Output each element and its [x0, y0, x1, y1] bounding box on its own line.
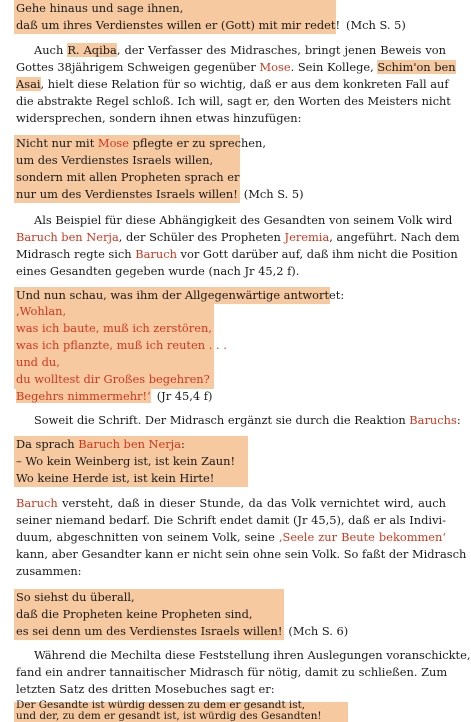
- name-baruch: Baruch: [135, 247, 177, 261]
- name-baruchs: Baruchs: [409, 413, 457, 427]
- name-r-aqiba: R. Aqiba: [67, 43, 117, 57]
- seele-zur-beute: ‚Seele zur Beute bekommen‘: [278, 530, 447, 544]
- quote5-line1: So siehst du überall,: [16, 590, 135, 604]
- para1-line1: Auch R. Aqiba, der Verfasser des Midrasches, bringt jenen Beweis von: [34, 43, 446, 57]
- name-schimon-ben-asai: Schim'on ben: [377, 60, 456, 74]
- name-mose: Mose: [259, 60, 291, 74]
- para5-line3: letzten Satz des dritten Mosebuches sagt er:: [16, 682, 275, 696]
- quote1-reference: (Mch S. 5): [346, 18, 406, 32]
- name-asai: Asai: [16, 77, 41, 91]
- name-baruch-2: Baruch: [16, 496, 58, 510]
- quote4-line2: – Wo kein Weinberg ist, ist kein Zaun!: [16, 454, 236, 468]
- name-mose-2: Mose: [97, 136, 130, 150]
- quote2-line4: nur um des Verdienstes Israels willen! (Mch S. 5): [16, 187, 304, 201]
- quote3-line7: Begehrs nimmermehr!‘ (Jr 45,4 f): [16, 389, 213, 403]
- quote3-line6: du wolltest dir Großes begehren?: [16, 372, 210, 386]
- para3-line1: Soweit die Schrift. Der Midrasch ergänzt sie durch die Reaktion Baruchs:: [34, 413, 461, 427]
- para1-line5: widersprechen, sondern ihnen etwas hinzufügen:: [16, 111, 302, 125]
- para5-line1: Während die Mechilta diese Feststellung ihren Auslegungen voranschickte,: [34, 648, 471, 662]
- quote5-line2: daß die Propheten keine Propheten sind,: [16, 607, 253, 621]
- para2-line2: Baruch ben Nerja, der Schüler des Propheten Jeremia, angeführt. Nach dem: [16, 230, 460, 244]
- para4-line1: Baruch versteht, daß in dieser Stunde, da das Volk vernichtet wird, auch: [16, 496, 446, 510]
- para2-line4: eines Gesandten gegeben wurde (nach Jr 45,2 f).: [16, 264, 300, 278]
- quote2-line3: sondern mit allen Propheten sprach er: [16, 170, 240, 184]
- para2-line3: Midrasch regte sich Baruch vor Gott darüber auf, daß ihm nicht die Position: [16, 247, 458, 261]
- para5-line2: fand ein andrer tannaitischer Midrasch für nötig, damit zu schließen. Zum: [16, 665, 448, 679]
- quote3-reference: (Jr 45,4 f): [156, 389, 213, 403]
- quote3-line3: was ich baute, muß ich zerstören,: [16, 321, 212, 335]
- para1-line2: Gottes 38jährigem Schweigen gegenüber Mose. Sein Kollege, Schim'on ben: [16, 60, 456, 74]
- quote2-line2: um des Verdienstes Israels willen,: [16, 153, 214, 167]
- quote1-line2: daß um ihres Verdienstes willen er (Gott) mit mir redet! (Mch S. 5): [16, 18, 406, 32]
- quote5-reference: (Mch S. 6): [288, 624, 349, 638]
- quote4-line3: Wo keine Herde ist, ist kein Hirte!: [16, 471, 215, 485]
- name-jeremia: Jeremia: [284, 230, 330, 244]
- quote2-line1: Nicht nur mit Mose pflegte er zu sprechen,: [16, 136, 266, 150]
- quote4-line1: Da sprach Baruch ben Nerja:: [16, 437, 185, 451]
- para4-line3: duum, abgeschnitten von seinem Volk, seine ‚Seele zur Beute bekommen‘: [16, 530, 447, 544]
- quote2-reference: (Mch S. 5): [243, 187, 304, 201]
- para4-line2: seiner niemand bedarf. Die Schrift endet damit (Jr 45,5), daß er als Indivi-: [16, 513, 446, 527]
- quote6-line1: Der Gesandte ist würdig dessen zu dem er gesandt ist,: [16, 699, 306, 711]
- quote3-line4: was ich pflanzte, muß ich reuten . . .: [16, 338, 227, 352]
- para1-line4: die abstrakte Regel schloß. Ich will, sagt er, den Worten des Meisters nicht: [16, 94, 451, 108]
- quote3-line5: und du,: [16, 355, 60, 369]
- quote5-line3: es sei denn um des Verdienstes Israels willen! (Mch S. 6): [16, 624, 349, 638]
- para4-line4: kann, aber Gesandter kann er nicht sein ohne sein Volk. So faßt der Midrasch: [16, 547, 467, 561]
- name-baruch-ben-nerja-2: Baruch ben Nerja: [78, 437, 182, 451]
- para2-line1: Als Beispiel für diese Abhängigkeit des Gesandten von seinem Volk wird: [34, 213, 453, 227]
- quote6-line2: und der, zu dem er gesandt ist, ist würdig des Gesandten!: [16, 710, 322, 722]
- para4-line5: zusammen:: [16, 564, 82, 578]
- name-baruch-ben-nerja: Baruch ben Nerja: [16, 230, 119, 244]
- quote1-line1: Gehe hinaus und sage ihnen,: [16, 1, 184, 15]
- quote3-line2: ‚Wohlan,: [16, 304, 67, 318]
- quote3-line1: Und nun schau, was ihm der Allgegenwärtige antwortet:: [16, 288, 345, 302]
- para1-line3: Asai, hielt diese Relation für so wichtig, daß er aus dem konkreten Fall auf: [16, 77, 449, 91]
